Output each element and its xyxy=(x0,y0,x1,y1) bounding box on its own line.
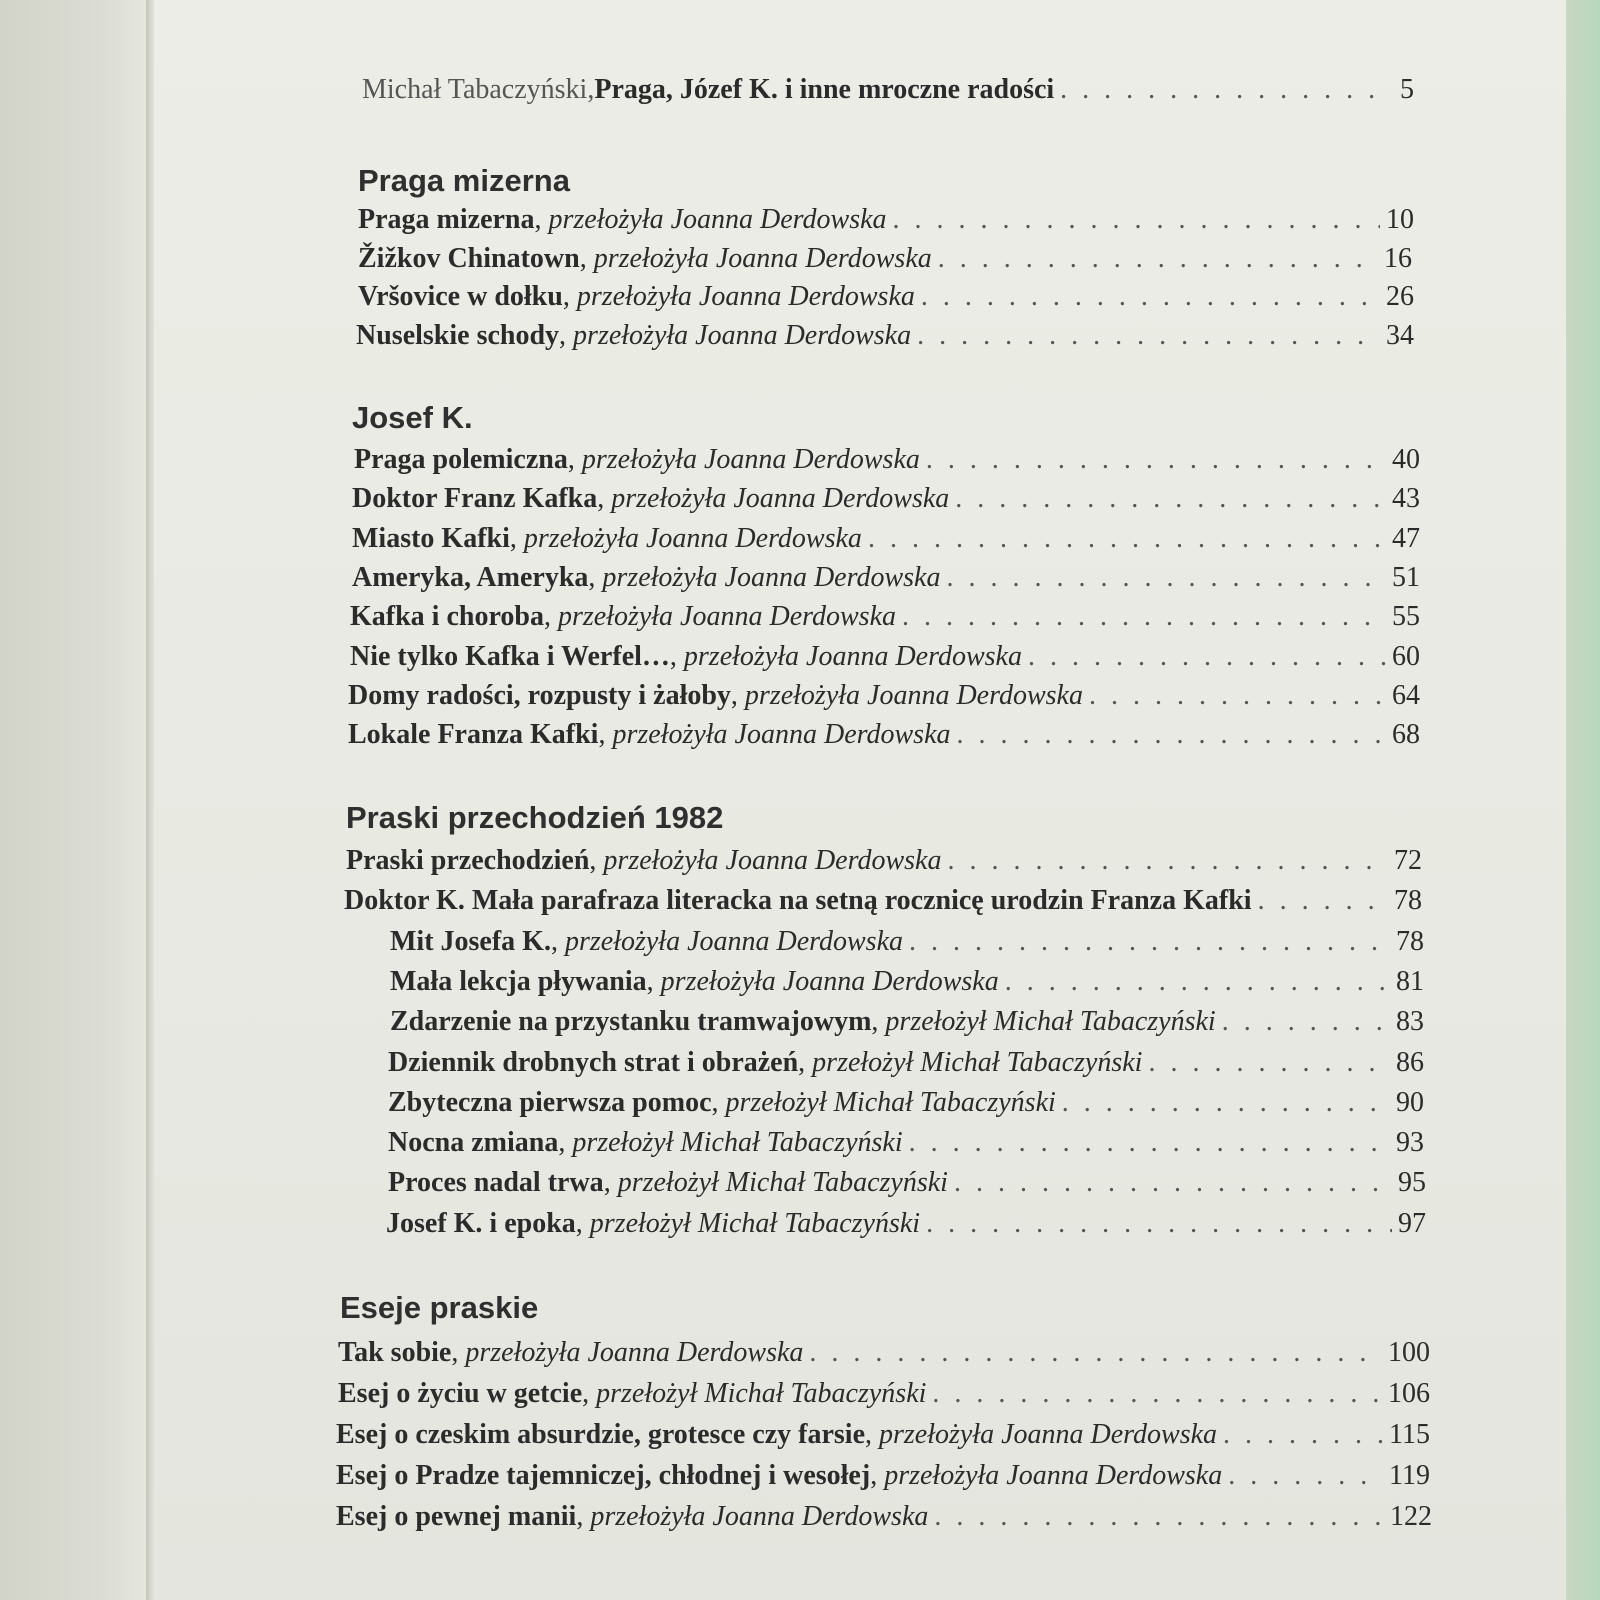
page-number: 86 xyxy=(1396,1047,1424,1078)
entry-title: Nocna zmiana xyxy=(388,1127,559,1158)
comma-separator: , xyxy=(870,1460,885,1491)
comma-separator: , xyxy=(558,1127,573,1158)
entry-title: Doktor Franz Kafka xyxy=(352,483,598,514)
page-number: 51 xyxy=(1392,562,1420,593)
page-number: 95 xyxy=(1398,1167,1426,1198)
entry-title: Kafka i choroba xyxy=(350,601,544,632)
dot-leader xyxy=(946,560,1386,596)
toc-entry xyxy=(388,1165,1426,1201)
entry-title: Praga mizerna xyxy=(358,204,535,235)
entry-title: Praski przechodzień xyxy=(346,845,590,876)
comma-separator: , xyxy=(589,845,604,876)
section-heading: Praski przechodzień 1982 xyxy=(346,800,724,835)
page-number: 122 xyxy=(1390,1501,1432,1532)
entry-title: Esej o czeskim absurdzie, grotesce czy farsie xyxy=(336,1419,865,1450)
dot-leader xyxy=(926,442,1386,478)
toc-entry xyxy=(390,924,1424,960)
entry-translator: przełożyła Joanna Derdowska xyxy=(564,926,904,957)
toc-entry xyxy=(346,843,1422,879)
toc-entry xyxy=(352,521,1420,557)
entry-translator: przełożyła Joanna Derdowska xyxy=(612,719,951,750)
page-number: 60 xyxy=(1392,641,1420,672)
entry-translator: przełożyła Joanna Derdowska xyxy=(573,320,912,351)
page-number: 93 xyxy=(1396,1127,1424,1158)
dot-leader xyxy=(926,1206,1392,1242)
comma-separator: , xyxy=(559,320,574,351)
comma-separator: , xyxy=(534,204,549,235)
comma-separator: , xyxy=(582,1378,597,1409)
entry-title: Domy radości, rozpusty i żałoby xyxy=(348,680,731,711)
toc-entry xyxy=(388,1045,1424,1081)
page-number: 90 xyxy=(1396,1087,1424,1118)
entry-translator: przełożyła Joanna Derdowska xyxy=(593,243,932,274)
page-number: 26 xyxy=(1386,281,1414,312)
comma-separator: , xyxy=(509,523,524,554)
entry-translator: przełożyła Joanna Derdowska xyxy=(548,204,887,235)
dot-leader xyxy=(868,521,1386,557)
entry-title: Miasto Kafki xyxy=(352,523,510,554)
toc-entry xyxy=(338,1376,1430,1412)
toc-entry xyxy=(336,1417,1430,1453)
entry-title: Vršovice w dołku xyxy=(358,281,563,312)
comma-separator: , xyxy=(711,1087,726,1118)
entry-translator: przełożyła Joanna Derdowska xyxy=(590,1501,929,1532)
toc-entry xyxy=(386,1206,1426,1242)
entry-title: Nuselskie schody xyxy=(356,320,560,351)
page-number: 16 xyxy=(1384,243,1412,274)
comma-separator: , xyxy=(576,1501,591,1532)
dot-leader xyxy=(902,599,1386,635)
entry-title: Esej o pewnej manii xyxy=(336,1501,577,1532)
entry-title: Dziennik drobnych strat i obrażeń xyxy=(388,1047,799,1078)
dot-leader xyxy=(954,1165,1392,1201)
section-heading: Praga mizerna xyxy=(358,163,570,198)
toc-entry xyxy=(358,279,1414,315)
entry-title: Josef K. i epoka xyxy=(386,1208,576,1239)
dot-leader xyxy=(909,924,1390,960)
entry-translator: przełożyła Joanna Derdowska xyxy=(611,483,950,514)
entry-translator: przełożyła Joanna Derdowska xyxy=(879,1419,1218,1450)
entry-translator: przełożył Michał Tabaczyński xyxy=(572,1127,903,1158)
entry-translator: przełożyła Joanna Derdowska xyxy=(581,444,920,475)
entry-title: Zbyteczna pierwsza pomoc xyxy=(388,1087,712,1118)
intro-title: Praga, Józef K. i inne mroczne radości xyxy=(594,74,1055,105)
comma-separator: , xyxy=(550,926,565,957)
dot-leader xyxy=(932,1376,1382,1412)
comma-separator: , xyxy=(597,483,612,514)
toc-intro-entry xyxy=(362,72,1414,108)
toc-entry xyxy=(352,481,1420,517)
dot-leader xyxy=(957,717,1387,753)
comma-separator: , xyxy=(588,562,603,593)
comma-separator: , xyxy=(451,1337,466,1368)
entry-translator: przełożył Michał Tabaczyński xyxy=(596,1378,927,1409)
toc-entry xyxy=(336,1499,1432,1535)
comma-separator: , xyxy=(798,1047,813,1078)
page-number: 34 xyxy=(1386,320,1414,351)
entry-translator: przełożył Michał Tabaczyński xyxy=(812,1047,1143,1078)
page-number: 115 xyxy=(1389,1419,1430,1450)
comma-separator: , xyxy=(598,719,613,750)
toc-entry xyxy=(388,1085,1424,1121)
toc-entry xyxy=(356,318,1414,354)
page-number: 119 xyxy=(1389,1460,1430,1491)
comma-separator: , xyxy=(730,680,745,711)
toc-entry xyxy=(350,639,1420,675)
comma-separator: , xyxy=(575,1208,590,1239)
dot-leader xyxy=(947,843,1388,879)
entry-title: Zdarzenie na przystanku tramwajowym xyxy=(390,1006,872,1037)
toc-entry xyxy=(390,1004,1424,1040)
comma-separator: , xyxy=(865,1419,879,1450)
dot-leader xyxy=(1223,1417,1383,1453)
page-number: 5 xyxy=(1400,74,1414,105)
page-number: 78 xyxy=(1394,885,1422,916)
entry-translator: przełożyła Joanna Derdowska xyxy=(602,562,941,593)
entry-title: Mała lekcja pływania xyxy=(390,966,647,997)
entry-translator: przełożył Michał Tabaczyński xyxy=(617,1167,948,1198)
page-number: 64 xyxy=(1392,680,1420,711)
toc-entry xyxy=(354,442,1420,478)
dot-leader xyxy=(1028,639,1386,675)
comma-separator: , xyxy=(567,444,582,475)
comma-separator: , xyxy=(646,966,661,997)
entry-translator: przełożyła Joanna Derdowska xyxy=(557,601,896,632)
toc-entry xyxy=(348,678,1420,714)
page-number: 72 xyxy=(1394,845,1422,876)
toc-entry xyxy=(344,883,1422,919)
entry-title: Lokale Franza Kafki xyxy=(348,719,599,750)
page-number: 78 xyxy=(1396,926,1424,957)
entry-title: Doktor K. Mała parafraza literacka na setną rocznicę urodzin Franza Kafki xyxy=(344,885,1252,916)
entry-translator: przełożyła Joanna Derdowska xyxy=(465,1337,804,1368)
dot-leader xyxy=(934,1499,1384,1535)
page-number: 40 xyxy=(1392,444,1420,475)
toc-entry xyxy=(336,1458,1430,1494)
entry-title: Tak sobie xyxy=(338,1337,452,1368)
toc-entry xyxy=(338,1335,1430,1371)
entry-title: Ameryka, Ameryka xyxy=(352,562,589,593)
page-number: 106 xyxy=(1388,1378,1430,1409)
page-number: 55 xyxy=(1392,601,1420,632)
dot-leader xyxy=(917,318,1380,354)
toc-entry xyxy=(358,202,1414,238)
comma-separator: , xyxy=(871,1006,886,1037)
dot-leader xyxy=(1148,1045,1390,1081)
dot-leader xyxy=(909,1125,1390,1161)
entry-translator: przełożyła Joanna Derdowska xyxy=(683,641,1022,672)
dot-leader xyxy=(1062,1085,1390,1121)
dot-leader xyxy=(1258,883,1388,919)
entry-title: Žižkov Chinatown xyxy=(358,243,580,274)
toc-entry xyxy=(390,964,1424,1000)
entry-translator: przełożył Michał Tabaczyński xyxy=(885,1006,1216,1037)
dot-leader xyxy=(1228,1458,1383,1494)
page-number: 10 xyxy=(1386,204,1414,235)
page-number: 47 xyxy=(1392,523,1420,554)
entry-title: Esej o życiu w getcie xyxy=(338,1378,583,1409)
toc-entry xyxy=(350,599,1420,635)
dot-leader xyxy=(955,481,1386,517)
entry-title: Nie tylko Kafka i Werfel… xyxy=(350,641,670,672)
entry-title: Esej o Pradze tajemniczej, chłodnej i wesołej xyxy=(336,1460,871,1491)
entry-translator: przełożyła Joanna Derdowska xyxy=(576,281,915,312)
entry-title: Praga polemiczna xyxy=(354,444,568,475)
section-heading: Josef K. xyxy=(352,400,473,435)
page-number: 97 xyxy=(1398,1208,1426,1239)
toc-entry xyxy=(358,241,1412,277)
entry-translator: przełożyła Joanna Derdowska xyxy=(523,523,862,554)
comma-separator: , xyxy=(543,601,558,632)
toc-entry xyxy=(388,1125,1424,1161)
dot-leader xyxy=(809,1335,1382,1371)
entry-translator: przełożyła Joanna Derdowska xyxy=(884,1460,1223,1491)
section-heading: Eseje praskie xyxy=(340,1290,539,1325)
dot-leader xyxy=(1089,678,1386,714)
entry-translator: przełożył Michał Tabaczyński xyxy=(725,1087,1056,1118)
dot-leader xyxy=(938,241,1378,277)
entry-title: Proces nadal trwa xyxy=(388,1167,604,1198)
entry-translator: przełożyła Joanna Derdowska xyxy=(744,680,1083,711)
toc-entry xyxy=(352,560,1420,596)
dot-leader xyxy=(1005,964,1390,1000)
comma-separator: , xyxy=(669,641,684,672)
intro-author: Michał Tabaczyński, xyxy=(362,74,595,105)
comma-separator: , xyxy=(562,281,577,312)
entry-translator: przełożyła Joanna Derdowska xyxy=(603,845,942,876)
page-number: 68 xyxy=(1392,719,1420,750)
toc-entry xyxy=(348,717,1420,753)
dot-leader xyxy=(921,279,1380,315)
comma-separator: , xyxy=(603,1167,618,1198)
dot-leader xyxy=(1060,72,1380,108)
dot-leader xyxy=(893,202,1380,238)
entry-title: Mit Josefa K. xyxy=(390,926,551,957)
page-number: 81 xyxy=(1396,966,1424,997)
page-number: 83 xyxy=(1396,1006,1424,1037)
entry-translator: przełożył Michał Tabaczyński xyxy=(589,1208,921,1239)
comma-separator: , xyxy=(579,243,594,274)
entry-translator: przełożyła Joanna Derdowska xyxy=(660,966,999,997)
page-number: 43 xyxy=(1392,483,1420,514)
dot-leader xyxy=(1222,1004,1390,1040)
page-number: 100 xyxy=(1388,1337,1430,1368)
